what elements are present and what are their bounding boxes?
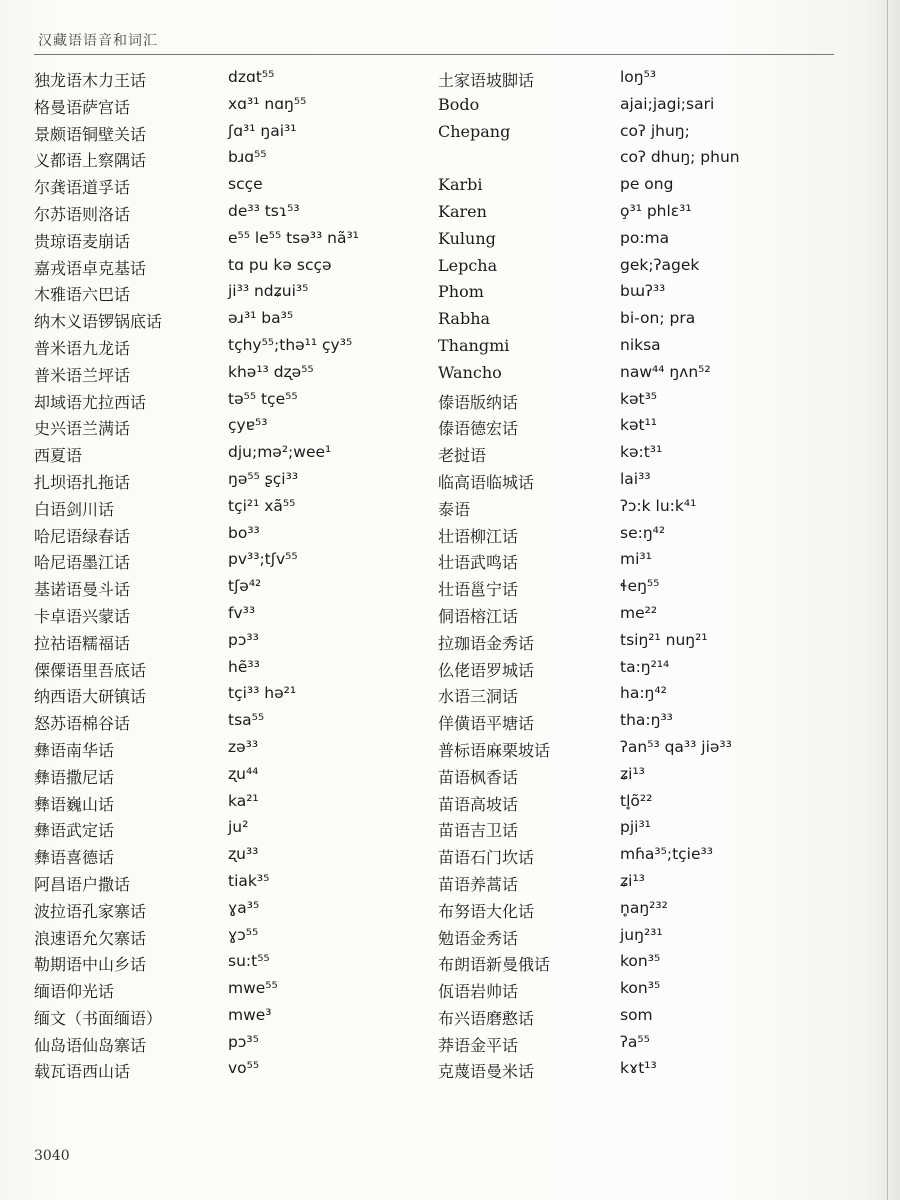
word-form: ka²¹ [228, 791, 259, 810]
word-form: ʐu⁴⁴ [228, 764, 259, 783]
word-form: naw⁴⁴ ŋʌn⁵² [620, 362, 711, 381]
dictionary-entry [34, 148, 434, 175]
word-form: ɬeŋ⁵⁵ [620, 577, 660, 596]
dictionary-entry [438, 926, 858, 953]
dictionary-entry [34, 818, 434, 845]
language-name: 卡卓语兴蒙话 [34, 606, 131, 626]
language-name: 格曼语萨宫话 [34, 97, 131, 117]
word-form: po:ma [620, 228, 670, 247]
dictionary-entry [438, 818, 858, 845]
dictionary-entry [438, 684, 858, 711]
dictionary-entry [34, 524, 434, 551]
word-form: tɑ pu kə scçə [228, 255, 332, 274]
language-name: 浪速语允欠寨话 [34, 928, 147, 948]
dictionary-entry [438, 765, 858, 792]
language-name: 勉语金秀话 [438, 928, 519, 948]
language-name: 老挝语 [438, 446, 487, 466]
word-form: pɔ³³ [228, 630, 259, 649]
language-name: 傈僳语里吾底话 [34, 660, 147, 680]
word-form: ajai;jagi;sari [620, 94, 715, 113]
word-form: kət¹¹ [620, 416, 658, 435]
language-name: 波拉语孔家寨话 [34, 901, 147, 921]
word-form: ʃɑ³¹ ŋai³¹ [228, 121, 297, 140]
dictionary-entry [34, 738, 434, 765]
language-name: 木雅语六巴话 [34, 285, 131, 305]
language-name: 纳西语大研镇话 [34, 687, 147, 707]
word-form: tsiŋ²¹ nuŋ²¹ [620, 630, 708, 649]
dictionary-entry [438, 1033, 858, 1060]
word-form: ʔa⁵⁵ [620, 1032, 650, 1051]
word-form: tl̥õ²² [620, 791, 653, 810]
dictionary-entry [34, 792, 434, 819]
word-form: bɯʔ³³ [620, 282, 666, 301]
word-form: ʐu³³ [228, 845, 259, 864]
dictionary-entry [438, 658, 858, 685]
dictionary-entry [34, 604, 434, 631]
word-form: juŋ²³¹ [620, 925, 663, 944]
language-name: 彝语武定话 [34, 821, 115, 841]
dictionary-entry [34, 202, 434, 229]
word-form: pji³¹ [620, 818, 651, 837]
word-form: dju;mə²;wee¹ [228, 443, 332, 462]
word-form: kɤt¹³ [620, 1059, 657, 1078]
dictionary-entry [438, 336, 858, 363]
dictionary-entry [34, 443, 434, 470]
word-form: xɑ³¹ nɑŋ⁵⁵ [228, 94, 307, 113]
language-name: 苗语吉卫话 [438, 821, 519, 841]
word-form: me²² [620, 603, 658, 622]
word-form: tʃə⁴² [228, 577, 262, 596]
word-form: khə¹³ dʐə⁵⁵ [228, 362, 314, 381]
language-name: 克蔑语曼米话 [438, 1062, 535, 1082]
language-name: Bodo [438, 94, 480, 114]
dictionary-entry [34, 845, 434, 872]
word-form: mɦa³⁵;tçie³³ [620, 845, 713, 864]
language-name: Phom [438, 282, 484, 302]
language-name: 布努语大化话 [438, 901, 535, 921]
language-name: 哈尼语绿春话 [34, 526, 131, 546]
language-name: 贵琼语麦崩话 [34, 231, 131, 251]
dictionary-entry [34, 336, 434, 363]
language-name: Wancho [438, 362, 502, 382]
language-name: 彝语南华话 [34, 740, 115, 760]
language-name: 普米语九龙话 [34, 338, 131, 358]
word-form: tçi³³ hə²¹ [228, 684, 297, 703]
language-name: 尔苏语则洛话 [34, 204, 131, 224]
dictionary-entry [438, 390, 858, 417]
word-form: se:ŋ⁴² [620, 523, 666, 542]
dictionary-entry [438, 604, 858, 631]
language-name: 临高语临城话 [438, 472, 535, 492]
right-column [438, 68, 858, 1086]
word-form: su:t⁵⁵ [228, 952, 270, 971]
dictionary-entry [438, 550, 858, 577]
dictionary-entry [438, 899, 858, 926]
language-name: 扎坝语扎拖话 [34, 472, 131, 492]
dictionary-entry [438, 95, 858, 122]
dictionary-entry [438, 845, 858, 872]
word-form: tə⁵⁵ tçe⁵⁵ [228, 389, 298, 408]
language-name: 仙岛语仙岛寨话 [34, 1035, 147, 1055]
page-edge [887, 0, 888, 1200]
dictionary-entry [438, 979, 858, 1006]
left-column [34, 68, 434, 1086]
dictionary-entry [438, 282, 858, 309]
dictionary-entry [438, 309, 858, 336]
word-form: ʑi¹³ [620, 764, 645, 783]
dictionary-entry [34, 899, 434, 926]
language-name: 彝语喜德话 [34, 848, 115, 868]
word-form: coʔ dhuŋ; phun [620, 148, 740, 167]
word-form: mwe⁵⁵ [228, 979, 278, 998]
dictionary-entry [438, 363, 858, 390]
dictionary-entry [438, 229, 858, 256]
language-name: 拉祜语糯福话 [34, 633, 131, 653]
word-form: tçhy⁵⁵;thə¹¹ çy³⁵ [228, 335, 353, 354]
dictionary-entry [34, 256, 434, 283]
language-name: 纳木义语锣锅底话 [34, 312, 163, 332]
word-form: bo³³ [228, 523, 260, 542]
word-form: kon³⁵ [620, 952, 661, 971]
dictionary-entry [34, 309, 434, 336]
language-name: 勒期语中山乡话 [34, 955, 147, 975]
dictionary-entry [34, 363, 434, 390]
dictionary-entry [34, 872, 434, 899]
dictionary-entry [438, 416, 858, 443]
word-form: n̥aŋ²³² [620, 898, 668, 917]
language-name: 苗语养蒿话 [438, 874, 519, 894]
word-form: pɔ³⁵ [228, 1032, 259, 1051]
language-name: 嘉戎语卓克基话 [34, 258, 147, 278]
word-form: ʑi¹³ [620, 871, 645, 890]
word-form: kon³⁵ [620, 979, 661, 998]
word-form: zə³³ [228, 737, 259, 756]
word-form: loŋ⁵³ [620, 68, 657, 86]
language-name: 傣语德宏话 [438, 419, 519, 439]
language-name: 怒苏语棉谷话 [34, 714, 131, 734]
language-name: 仫佬语罗城话 [438, 660, 535, 680]
language-name: 苗语石门坎话 [438, 848, 535, 868]
word-form: de³³ tsɿ⁵³ [228, 201, 300, 220]
page-number: 3040 [34, 1148, 70, 1164]
word-form: ʔɔ:k lu:k⁴¹ [620, 496, 697, 515]
language-name: 侗语榕江话 [438, 606, 519, 626]
dictionary-entry [34, 1006, 434, 1033]
language-name: 壮语柳江话 [438, 526, 519, 546]
language-name: 独龙语木力王话 [34, 71, 147, 90]
word-form: ʔan⁵³ qa³³ jiə³³ [620, 737, 732, 756]
dictionary-entry [34, 1059, 434, 1086]
word-form: ha:ŋ⁴² [620, 684, 667, 703]
word-form: niksa [620, 335, 661, 354]
header-rule [34, 54, 834, 55]
dictionary-entry [34, 282, 434, 309]
word-form: ɣa³⁵ [228, 898, 260, 917]
language-name: 傣语版纳话 [438, 392, 519, 412]
word-form: coʔ jhuŋ; [620, 121, 690, 140]
word-form: tiak³⁵ [228, 871, 270, 890]
word-form: pv³³;tʃv⁵⁵ [228, 550, 298, 569]
word-form: ŋə⁵⁵ ʂçi³³ [228, 469, 299, 488]
language-name: 彝语撒尼话 [34, 767, 115, 787]
dictionary-entry [438, 524, 858, 551]
language-name: Thangmi [438, 335, 510, 355]
word-form: ji³³ ndʑui³⁵ [228, 282, 309, 301]
dictionary-entry [34, 1033, 434, 1060]
word-form: lai³³ [620, 469, 651, 488]
language-name: 基诺语曼斗话 [34, 580, 131, 600]
language-name: 布朗语新曼俄话 [438, 955, 551, 975]
dictionary-entry [34, 926, 434, 953]
dictionary-entry [438, 577, 858, 604]
language-name: 布兴语磨憨话 [438, 1008, 535, 1028]
language-name: 佤语岩帅话 [438, 982, 519, 1002]
language-name: 阿昌语户撒话 [34, 874, 131, 894]
dictionary-entry [34, 470, 434, 497]
dictionary-entry [34, 68, 434, 95]
dictionary-entry [438, 631, 858, 658]
language-name: 缅语仰光话 [34, 982, 115, 1002]
running-head: 汉藏语语音和词汇 [38, 33, 158, 49]
dictionary-entry [34, 497, 434, 524]
word-form: əɹ³¹ ba³⁵ [228, 309, 294, 328]
dictionary-entry [438, 711, 858, 738]
dictionary-entry [438, 175, 858, 202]
word-form: dzɑt⁵⁵ [228, 68, 275, 86]
dictionary-entry [438, 122, 858, 149]
dictionary-entry [438, 256, 858, 283]
word-form: fv³³ [228, 603, 256, 622]
dictionary-entry [438, 202, 858, 229]
language-name: 景颇语铜壁关话 [34, 124, 147, 144]
dictionary-entry [34, 952, 434, 979]
language-name: 西夏语 [34, 446, 83, 466]
language-name: Lepcha [438, 255, 498, 275]
dictionary-entry [438, 497, 858, 524]
language-name: 普标语麻栗坡话 [438, 740, 551, 760]
word-form: ju² [228, 818, 249, 837]
language-name: 壮语邕宁话 [438, 580, 519, 600]
language-name: 佯僙语平塘话 [438, 714, 535, 734]
word-form: çyɐ⁵³ [228, 416, 268, 435]
language-name: 哈尼语墨江话 [34, 553, 131, 573]
language-name: Kulung [438, 228, 496, 248]
language-name: 尔龚语道孚话 [34, 178, 131, 198]
word-form: gek;ʔagek [620, 255, 700, 274]
word-form: ta:ŋ²¹⁴ [620, 657, 670, 676]
dictionary-entry [34, 122, 434, 149]
language-name: 彝语巍山话 [34, 794, 115, 814]
language-name: 苗语枫香话 [438, 767, 519, 787]
language-name: 壮语武鸣话 [438, 553, 519, 573]
language-name: Chepang [438, 121, 511, 141]
dictionary-entry [34, 390, 434, 417]
language-name: Karbi [438, 175, 483, 195]
dictionary-entry [438, 872, 858, 899]
dictionary-entry [438, 68, 858, 95]
language-name: 土家语坡脚话 [438, 71, 535, 90]
dictionary-entry [34, 577, 434, 604]
dictionary-entry [34, 979, 434, 1006]
dictionary-entry [438, 792, 858, 819]
word-form: ɣɔ⁵⁵ [228, 925, 259, 944]
word-form: tsa⁵⁵ [228, 711, 265, 730]
dictionary-entry [34, 658, 434, 685]
language-name: 拉珈语金秀话 [438, 633, 535, 653]
dictionary-entry [438, 470, 858, 497]
word-form: scçe [228, 175, 263, 194]
language-name: 却域语尤拉西话 [34, 392, 147, 412]
word-form: kət³⁵ [620, 389, 658, 408]
dictionary-entry [438, 738, 858, 765]
word-form: kə:t³¹ [620, 443, 663, 462]
word-form: mwe³ [228, 1005, 272, 1024]
dictionary-entry [34, 229, 434, 256]
language-name: 缅文（书面缅语） [34, 1008, 163, 1028]
language-name: 水语三洞话 [438, 687, 519, 707]
language-name: 白语剑川话 [34, 499, 115, 519]
dictionary-entry [34, 550, 434, 577]
dictionary-entry [34, 711, 434, 738]
word-form: o̧³¹ phlɛ³¹ [620, 201, 692, 220]
dictionary-entry [34, 631, 434, 658]
word-form: hẽ³³ [228, 657, 260, 676]
dictionary-entry [34, 765, 434, 792]
dictionary-entry [34, 175, 434, 202]
language-name: 义都语上察隅话 [34, 151, 147, 171]
word-form: e⁵⁵ le⁵⁵ tsə³³ nã³¹ [228, 228, 359, 247]
language-name: Rabha [438, 309, 491, 329]
language-name: 普米语兰坪话 [34, 365, 131, 385]
word-form: mi³¹ [620, 550, 652, 569]
word-form: tha:ŋ³³ [620, 711, 673, 730]
word-form: pe ong [620, 175, 674, 194]
language-name: 莽语金平话 [438, 1035, 519, 1055]
dictionary-entry [34, 684, 434, 711]
language-name: 载瓦语西山话 [34, 1062, 131, 1082]
word-form: bi-on; pra [620, 309, 696, 328]
word-form: bɹɑ⁵⁵ [228, 148, 267, 167]
language-name: 泰语 [438, 499, 471, 519]
dictionary-entry [438, 443, 858, 470]
word-form: vo⁵⁵ [228, 1059, 260, 1078]
dictionary-entry [438, 148, 858, 175]
dictionary-entry [34, 416, 434, 443]
dictionary-entry [438, 952, 858, 979]
dictionary-entry [34, 95, 434, 122]
language-name: 史兴语兰满话 [34, 419, 131, 439]
dictionary-entry [438, 1006, 858, 1033]
language-name: 苗语高坡话 [438, 794, 519, 814]
word-form: som [620, 1005, 653, 1024]
dictionary-entry [438, 1059, 858, 1086]
language-name: Karen [438, 201, 487, 221]
word-form: tçi²¹ xã⁵⁵ [228, 496, 296, 515]
